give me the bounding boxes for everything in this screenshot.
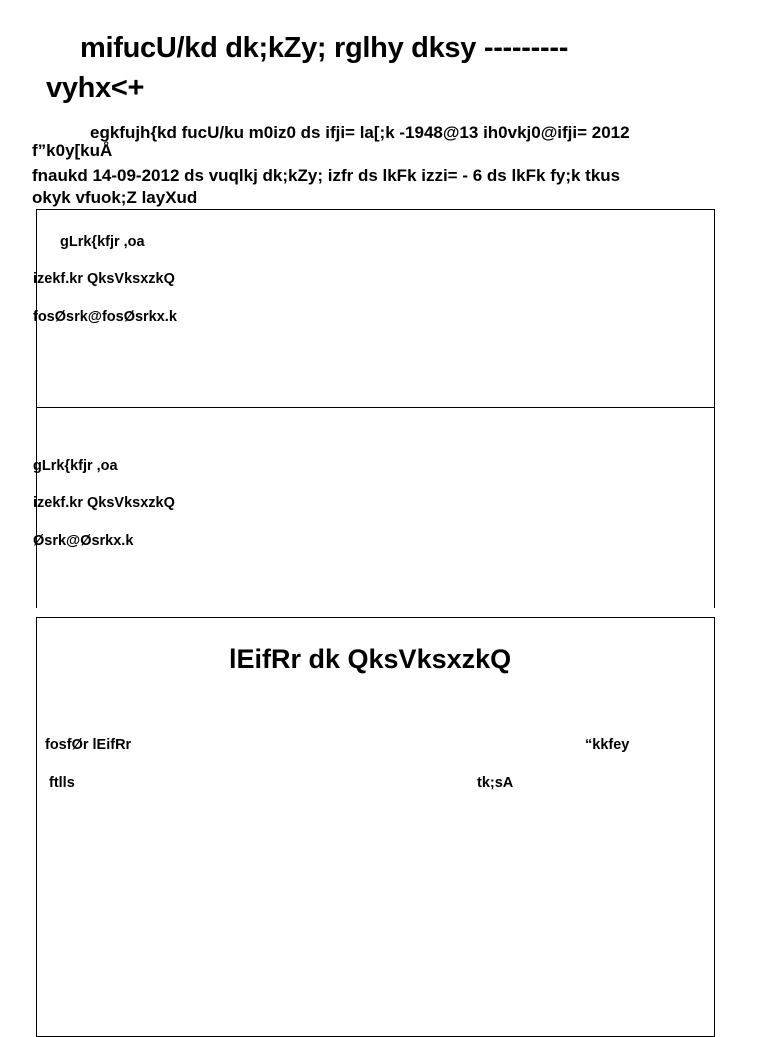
document-title-line2: vyhx<+ (46, 72, 145, 104)
property-label: fosfØr lEifRr (45, 737, 132, 753)
district-label: ftlls (49, 775, 75, 791)
intro-line4: okyk vfuok;Z layXud (32, 188, 198, 207)
seller-photo-label: izekf.kr QksVksxzkQ (33, 271, 175, 287)
seller-signed-label: gLrk{kfjr ,oa (60, 234, 145, 250)
buyer-label: Øsrk@Øsrkx.k (33, 533, 134, 549)
intro-line3: fnaukd 14-09-2012 ds vuqlkj dk;kZy; izfr ds lkFk izzi= - 6 ds lkFk fy;k tkus (32, 166, 621, 185)
go-label: tk;sA (477, 775, 514, 791)
document-title-line1: mifucU/kd dk;kZy; rglhy dksy --------- (80, 32, 569, 64)
buyer-signed-label: gLrk{kfjr ,oa (33, 458, 118, 474)
intro-line1: egkfujh{kd fucU/ku m0iz0 ds ifji= la[;k -1948@13 ih0vkj0@ifji= 2012 (90, 123, 630, 142)
intro-line2: f”k0y[kuÅ (32, 141, 113, 160)
property-photo-heading: lEifRr dk QksVksxzkQ (229, 644, 512, 674)
seller-label: fosØsrk@fosØsrkx.k (33, 309, 177, 325)
property-photo-box (36, 617, 715, 1037)
included-label: “kkfey (585, 737, 630, 753)
buyer-photo-label: izekf.kr QksVksxzkQ (33, 495, 175, 511)
